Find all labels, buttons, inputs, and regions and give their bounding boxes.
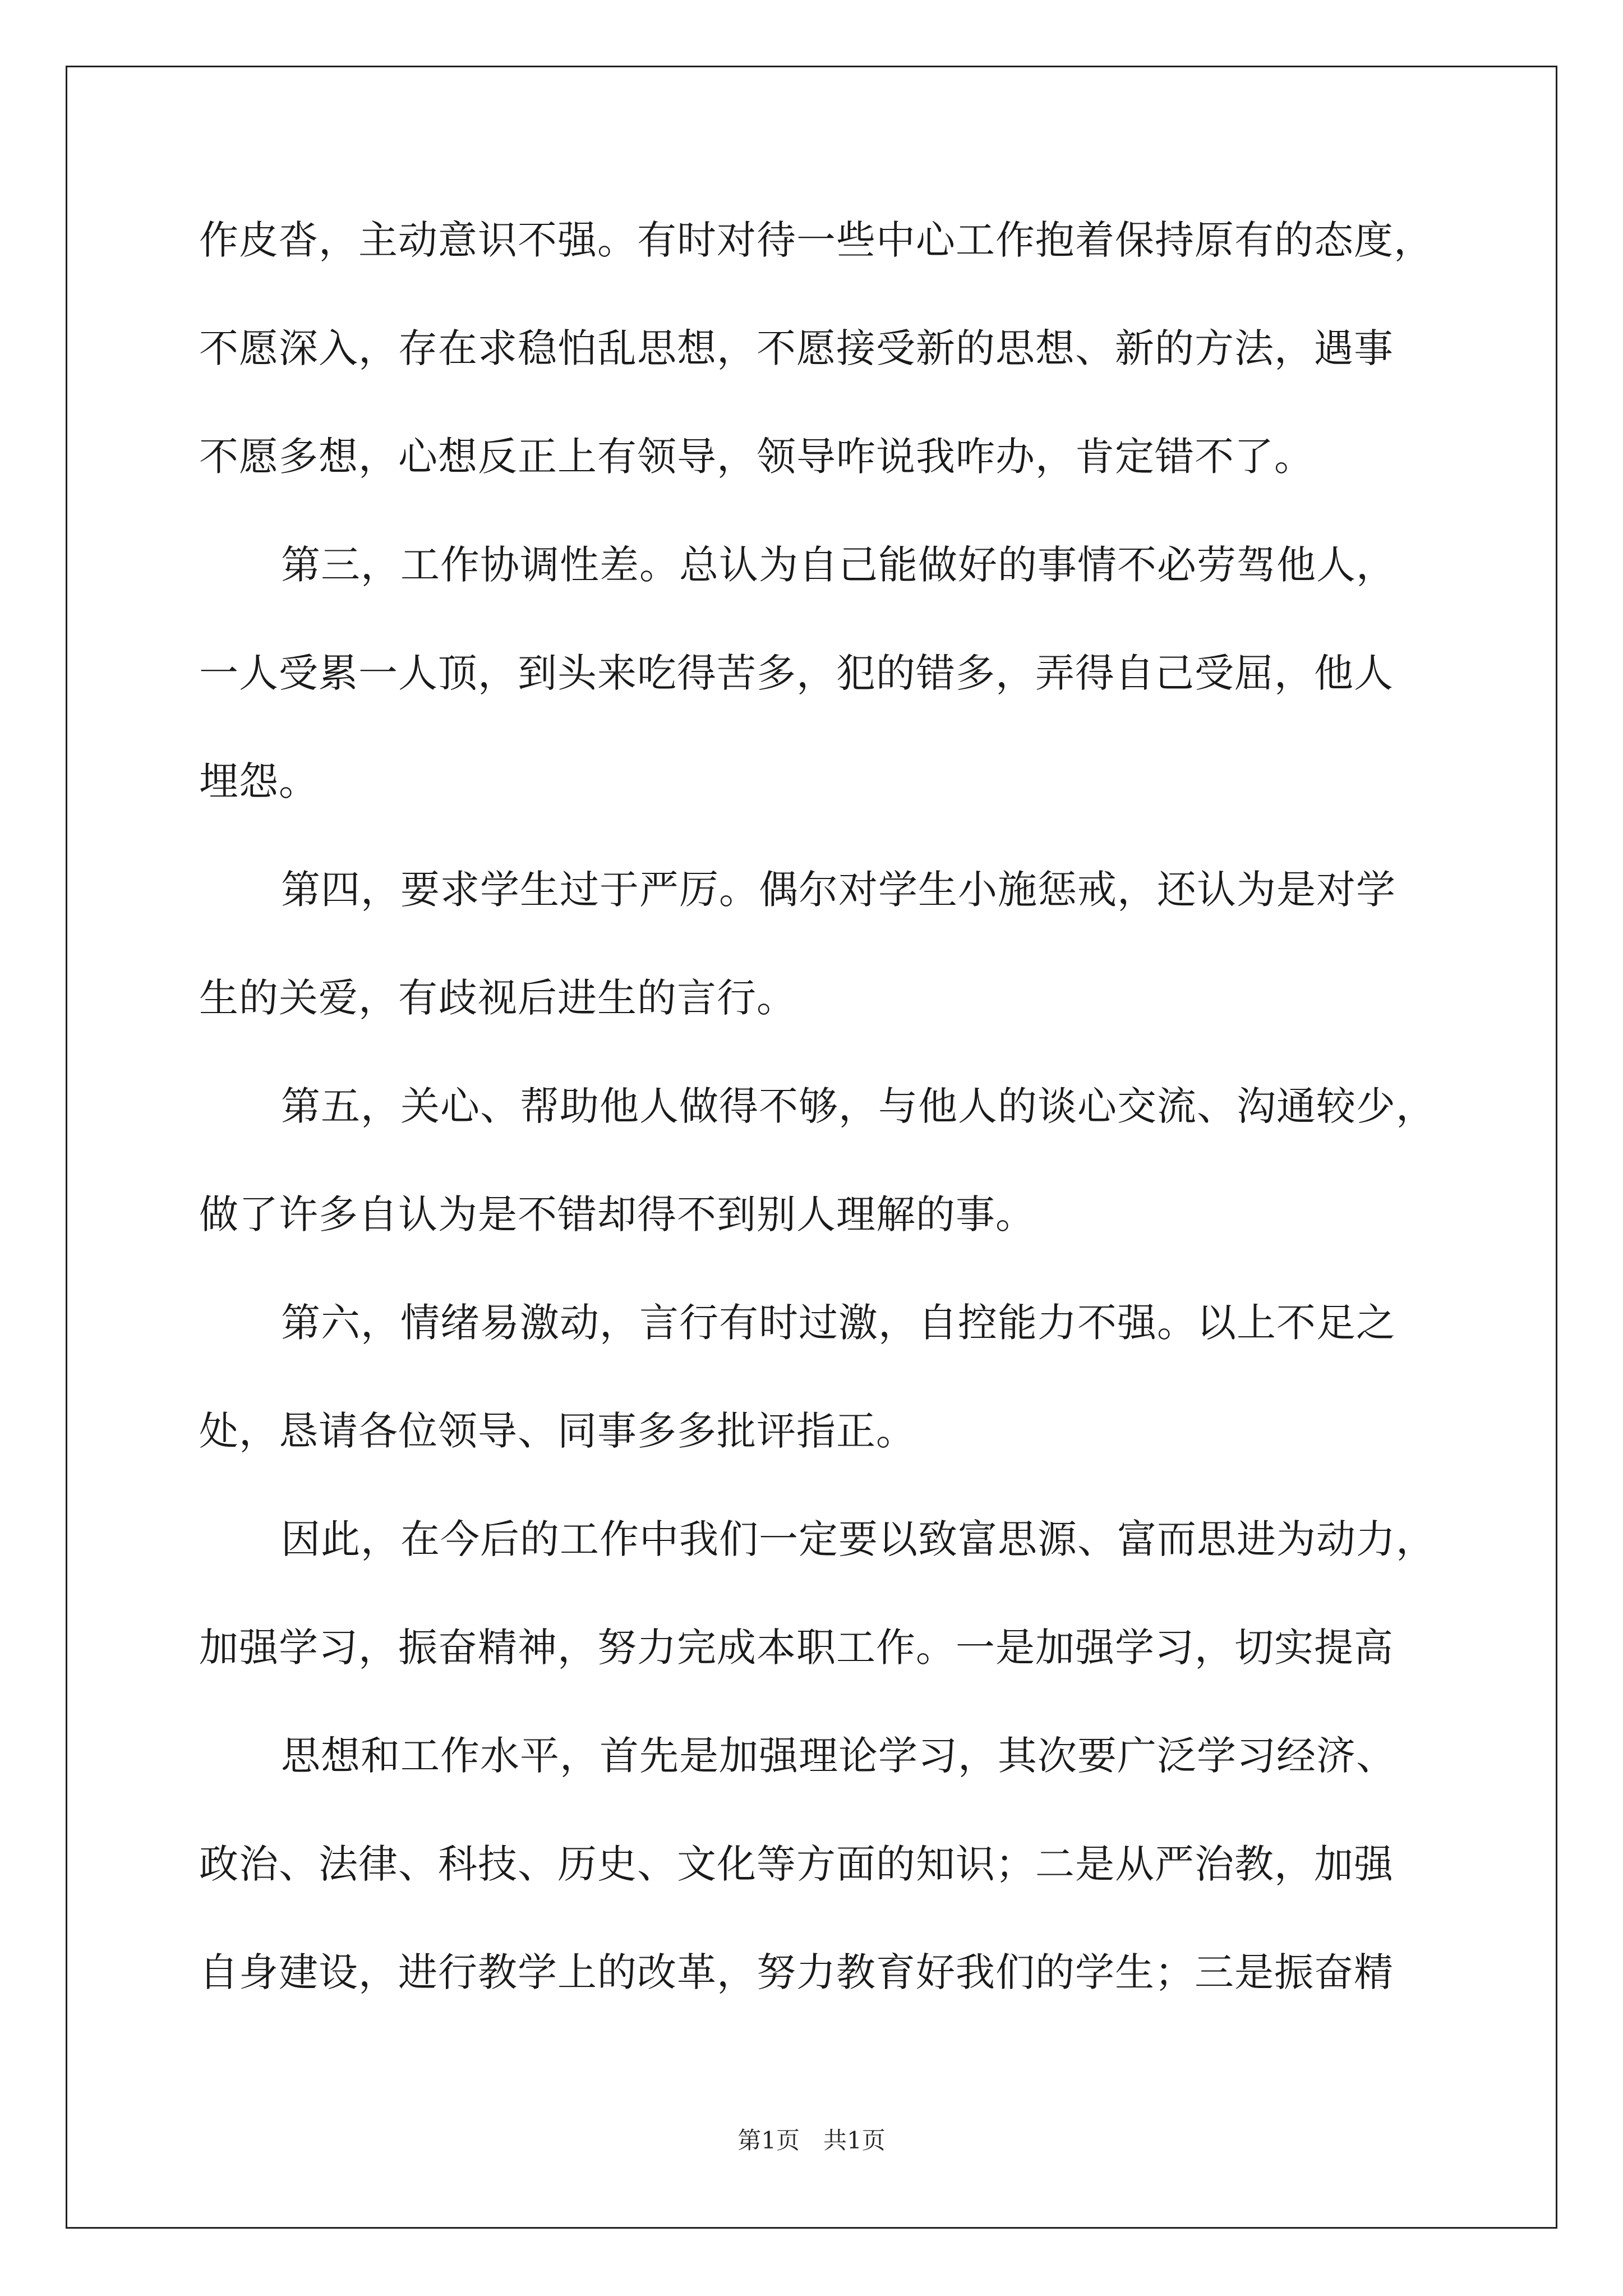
text-line: 加强学习，振奋精神，努力完成本职工作。一是加强学习，切实提高 (199, 1625, 1394, 1671)
text-line: 作皮沓，主动意识不强。有时对待一些中心工作抱着保持原有的态度， (199, 217, 1433, 263)
page-footer: 第1页 共1页 (737, 2127, 886, 2154)
text-line: 政治、法律、科技、历史、文化等方面的知识；二是从严治教，加强 (199, 1841, 1394, 1887)
text-line: 因此，在今后的工作中我们一定要以致富思源、富而思进为动力， (281, 1516, 1436, 1562)
text-line: 生的关爱，有歧视后进生的言行。 (199, 975, 796, 1021)
text-line: 第六，情绪易激动，言行有时过激，自控能力不强。以上不足之 (281, 1300, 1396, 1346)
text-line: 一人受累一人顶，到头来吃得苦多，犯的错多，弄得自己受屈，他人 (199, 650, 1394, 696)
text-line: 第五，关心、帮助他人做得不够，与他人的谈心交流、沟通较少， (281, 1083, 1436, 1129)
text-line: 埋怨。 (199, 758, 319, 804)
text-line: 不愿多想，心想反正上有领导，领导咋说我咋办，肯定错不了。 (199, 434, 1314, 480)
text-line: 第四，要求学生过于严厉。偶尔对学生小施惩戒，还认为是对学 (281, 867, 1396, 913)
text-line: 做了许多自认为是不错却得不到别人理解的事。 (199, 1191, 1035, 1237)
text-line: 自身建设，进行教学上的改革，努力教育好我们的学生；三是振奋精 (199, 1949, 1394, 1995)
text-line: 处，恳请各位领导、同事多多批评指正。 (199, 1408, 916, 1454)
text-line: 第三，工作协调性差。总认为自己能做好的事情不必劳驾他人， (281, 542, 1396, 588)
text-line: 思想和工作水平，首先是加强理论学习，其次要广泛学习经济、 (281, 1733, 1396, 1779)
text-line: 不愿深入，存在求稳怕乱思想，不愿接受新的思想、新的方法，遇事 (199, 325, 1394, 371)
